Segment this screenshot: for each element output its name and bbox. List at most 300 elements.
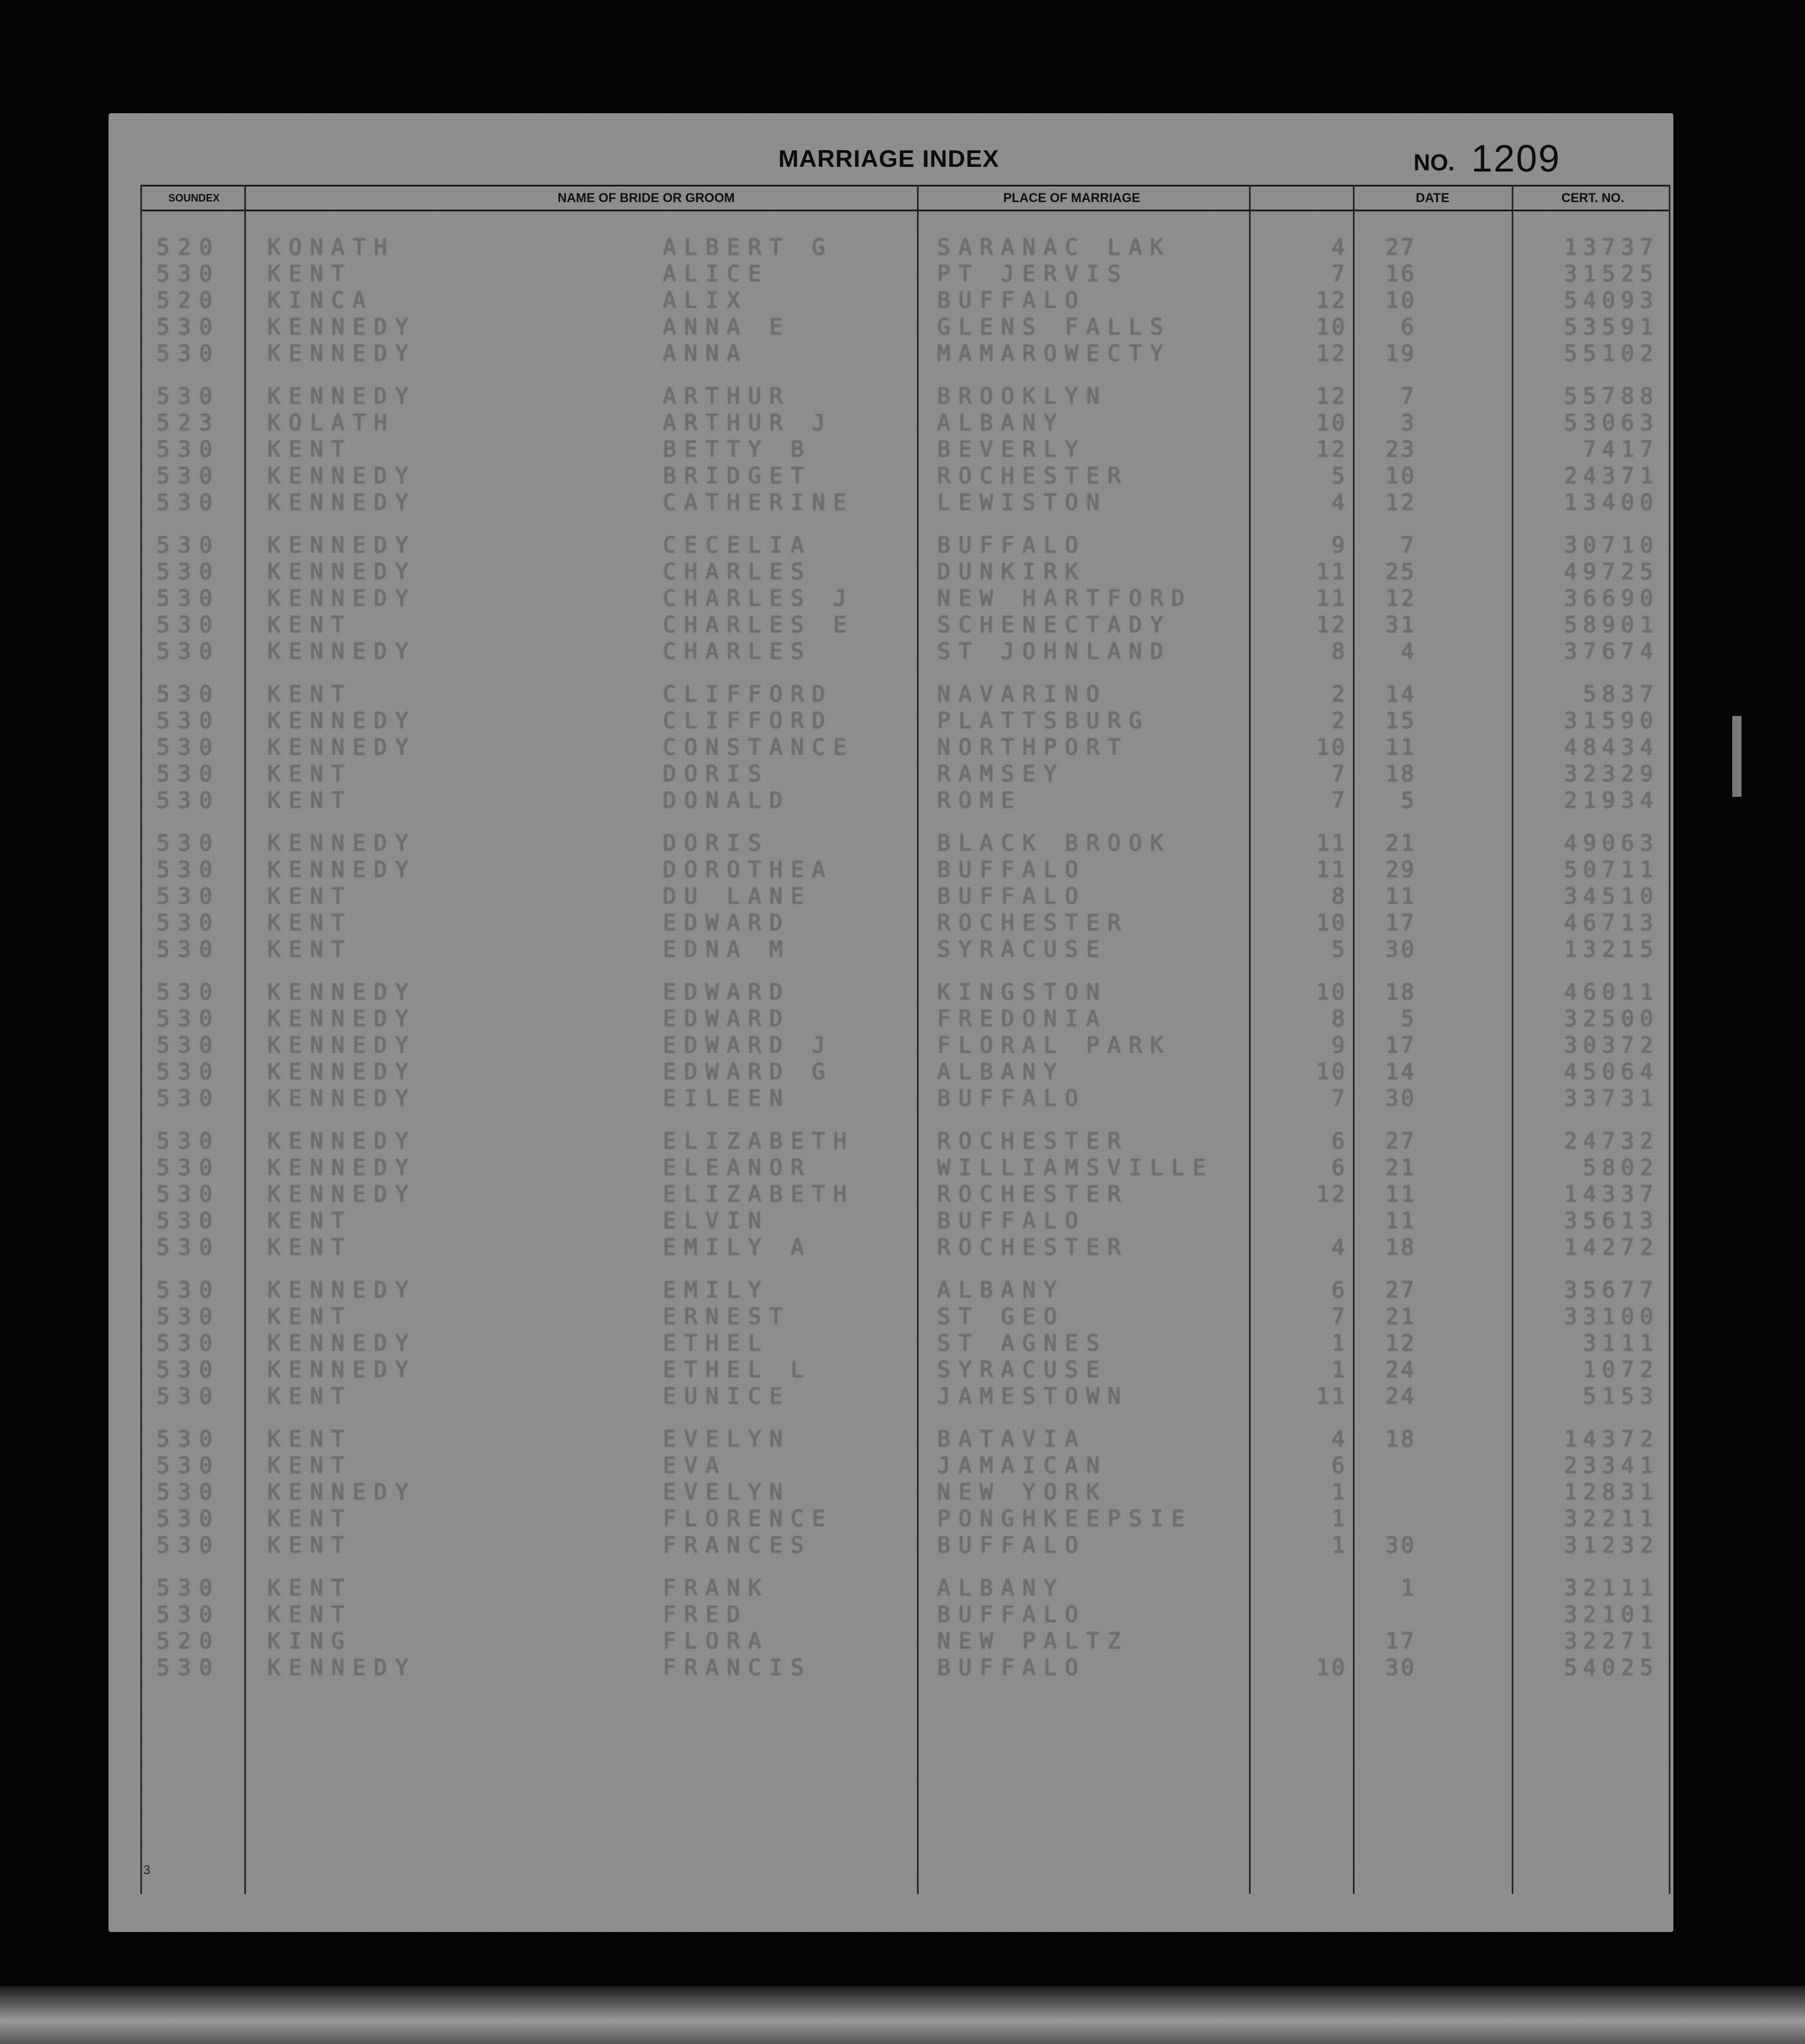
surname-cell: KENT (267, 612, 353, 637)
table-row (140, 490, 1670, 516)
surname-cell: KENNEDY (267, 1128, 417, 1154)
cert-number-cell: 54025 (1564, 1655, 1659, 1680)
soundex-cell: 530 (156, 437, 221, 462)
soundex-cell: 530 (156, 1086, 221, 1111)
place-cell: NEW HARTFORD (937, 585, 1193, 611)
given-name-cell: EMILY (663, 1277, 770, 1303)
soundex-cell: 530 (156, 1506, 221, 1531)
cert-number-cell: 48434 (1564, 734, 1659, 760)
cert-number-cell: 46011 (1564, 979, 1659, 1005)
given-name-cell: EVELYN (663, 1426, 791, 1452)
given-name-cell: CATHERINE (663, 490, 855, 515)
cert-number-cell: 24732 (1564, 1128, 1659, 1154)
header-date: DATE (1415, 191, 1450, 205)
given-name-cell: ETHEL L (663, 1357, 812, 1382)
cert-number-cell: 21934 (1564, 788, 1659, 813)
month-cell: 12 (1316, 288, 1347, 313)
surname-cell: KENNEDY (267, 1155, 417, 1180)
cert-number-cell: 55788 (1564, 383, 1659, 409)
surname-cell: KENNEDY (267, 708, 417, 733)
cert-number-cell: 30372 (1564, 1032, 1659, 1058)
soundex-cell: 530 (156, 1059, 221, 1084)
cert-number-cell: 33100 (1564, 1304, 1659, 1329)
place-cell: BLACK BROOK (937, 830, 1172, 856)
table-row (140, 1453, 1670, 1479)
cert-number-cell: 50711 (1564, 857, 1659, 882)
month-cell: 7 (1332, 261, 1347, 286)
surname-cell: KENT (267, 761, 353, 786)
day-cell: 25 (1385, 559, 1416, 584)
soundex-cell: 530 (156, 1208, 221, 1233)
cert-number-cell: 23341 (1564, 1453, 1659, 1478)
place-cell: ROCHESTER (937, 1128, 1129, 1154)
month-cell: 12 (1316, 437, 1347, 462)
table-row (140, 1628, 1670, 1655)
table-row (140, 1479, 1670, 1506)
given-name-cell: FRANCES (663, 1532, 812, 1558)
cert-number-cell: 36690 (1564, 585, 1659, 611)
place-cell: SARANAC LAK (937, 234, 1172, 260)
soundex-cell: 530 (156, 585, 221, 611)
cert-number-cell: 35677 (1564, 1277, 1659, 1303)
cert-number-cell: 7417 (1583, 437, 1659, 462)
place-cell: SCHENECTADY (937, 612, 1172, 637)
table-row (140, 1575, 1670, 1602)
table-row (140, 979, 1670, 1006)
month-cell: 11 (1316, 857, 1347, 882)
soundex-cell: 530 (156, 1234, 221, 1260)
surname-cell: KENT (267, 937, 353, 962)
soundex-cell: 530 (156, 1304, 221, 1329)
table-row (140, 681, 1670, 708)
cert-number-cell: 54093 (1564, 288, 1659, 313)
day-cell: 10 (1385, 288, 1416, 313)
surname-cell: KENT (267, 1383, 353, 1409)
month-cell: 9 (1332, 532, 1347, 558)
given-name-cell: FRANCIS (663, 1655, 812, 1680)
day-cell: 16 (1385, 261, 1416, 286)
table-row (140, 830, 1670, 857)
day-cell: 30 (1385, 937, 1416, 962)
surname-cell: KENNEDY (267, 1357, 417, 1382)
table-row (140, 1357, 1670, 1383)
number-value: 1209 (1471, 137, 1561, 180)
surname-cell: KENT (267, 1532, 353, 1558)
surname-cell: KOLATH (267, 410, 396, 435)
table-row (140, 1086, 1670, 1112)
given-name-cell: ELEANOR (663, 1155, 812, 1180)
place-cell: PLATTSBURG (937, 708, 1150, 733)
day-cell: 6 (1401, 314, 1416, 340)
month-cell: 12 (1316, 1181, 1347, 1207)
month-cell: 8 (1332, 1006, 1347, 1031)
day-cell: 3 (1401, 410, 1416, 435)
day-cell: 1 (1401, 1575, 1416, 1601)
table-row (140, 1602, 1670, 1628)
day-cell: 30 (1385, 1532, 1416, 1558)
surname-cell: KENNEDY (267, 1006, 417, 1031)
cert-number-cell: 31590 (1564, 708, 1659, 733)
table-row (140, 463, 1670, 490)
cert-number-cell: 14337 (1564, 1181, 1659, 1207)
day-cell: 11 (1385, 883, 1416, 909)
day-cell: 27 (1385, 1128, 1416, 1154)
given-name-cell: ETHEL (663, 1330, 770, 1356)
month-cell: 12 (1316, 341, 1347, 366)
soundex-cell: 530 (156, 1532, 221, 1558)
month-cell: 2 (1332, 681, 1347, 707)
table-header (140, 185, 1670, 211)
place-cell: ST AGNES (937, 1330, 1108, 1356)
month-cell: 11 (1316, 830, 1347, 856)
month-cell: 10 (1316, 734, 1347, 760)
place-cell: BUFFALO (937, 288, 1087, 313)
table-row (140, 532, 1670, 559)
soundex-cell: 530 (156, 788, 221, 813)
cert-number-cell: 49725 (1564, 559, 1659, 584)
given-name-cell: EILEEN (663, 1086, 791, 1111)
table-row (140, 585, 1670, 612)
month-cell: 5 (1332, 463, 1347, 488)
soundex-cell: 530 (156, 1383, 221, 1409)
cert-number-cell: 32500 (1564, 1006, 1659, 1031)
place-cell: ALBANY (937, 1575, 1065, 1601)
month-cell: 11 (1316, 1383, 1347, 1409)
header-soundex: SOUNDEX (168, 192, 220, 204)
place-cell: KINGSTON (937, 979, 1108, 1005)
cert-number-cell: 32101 (1564, 1602, 1659, 1627)
month-cell: 1 (1332, 1330, 1347, 1356)
header (109, 113, 1673, 182)
table-row (140, 1208, 1670, 1234)
place-cell: ROCHESTER (937, 463, 1129, 488)
table-row (140, 410, 1670, 437)
place-cell: BEVERLY (937, 437, 1087, 462)
place-cell: ROCHESTER (937, 1181, 1129, 1207)
month-cell: 10 (1316, 979, 1347, 1005)
cert-number-cell: 45064 (1564, 1059, 1659, 1084)
month-cell: 1 (1332, 1506, 1347, 1531)
month-cell: 7 (1332, 1304, 1347, 1329)
place-cell: ROCHESTER (937, 1234, 1129, 1260)
table-row (140, 288, 1670, 314)
day-cell: 14 (1385, 1059, 1416, 1084)
soundex-cell: 530 (156, 910, 221, 935)
surname-cell: KENNEDY (267, 1181, 417, 1207)
given-name-cell: ELVIN (663, 1208, 770, 1233)
day-cell: 14 (1385, 681, 1416, 707)
soundex-cell: 523 (156, 410, 221, 435)
cert-number-cell: 13400 (1564, 490, 1659, 515)
day-cell: 5 (1401, 788, 1416, 813)
place-cell: NEW YORK (937, 1479, 1108, 1505)
cert-number-cell: 32271 (1564, 1628, 1659, 1654)
table-row (140, 612, 1670, 639)
soundex-cell: 530 (156, 1181, 221, 1207)
place-cell: ST GEO (937, 1304, 1065, 1329)
table-row (140, 1277, 1670, 1304)
soundex-cell: 530 (156, 1575, 221, 1601)
soundex-cell: 530 (156, 1277, 221, 1303)
given-name-cell: ELIZABETH (663, 1181, 855, 1207)
place-cell: BUFFALO (937, 532, 1087, 558)
surname-cell: KENNEDY (267, 463, 417, 488)
soundex-cell: 530 (156, 979, 221, 1005)
given-name-cell: EUNICE (663, 1383, 791, 1409)
table-row (140, 261, 1670, 288)
soundex-cell: 530 (156, 1453, 221, 1478)
soundex-cell: 530 (156, 490, 221, 515)
cert-number-cell: 24371 (1564, 463, 1659, 488)
soundex-cell: 530 (156, 1357, 221, 1382)
day-cell: 17 (1385, 910, 1416, 935)
surname-cell: KENNEDY (267, 490, 417, 515)
table-row (140, 1304, 1670, 1330)
given-name-cell: BETTY B (663, 437, 812, 462)
place-cell: BUFFALO (937, 1602, 1087, 1627)
given-name-cell: FRED (663, 1602, 748, 1627)
cert-number-cell: 14372 (1564, 1426, 1659, 1452)
month-cell: 8 (1332, 883, 1347, 909)
day-cell: 15 (1385, 708, 1416, 733)
surname-cell: KENNEDY (267, 979, 417, 1005)
surname-cell: KENNEDY (267, 1655, 417, 1680)
day-cell: 18 (1385, 761, 1416, 786)
table-row (140, 708, 1670, 734)
soundex-cell: 530 (156, 1479, 221, 1505)
place-cell: BATAVIA (937, 1426, 1087, 1452)
surname-cell: KENNEDY (267, 639, 417, 664)
place-cell: BUFFALO (937, 1208, 1087, 1233)
day-cell: 21 (1385, 830, 1416, 856)
month-cell: 7 (1332, 1086, 1347, 1111)
cert-number-cell: 14272 (1564, 1234, 1659, 1260)
day-cell: 29 (1385, 857, 1416, 882)
given-name-cell: DORIS (663, 830, 770, 856)
cert-number-cell: 13737 (1564, 234, 1659, 260)
cert-number-cell: 34510 (1564, 883, 1659, 909)
given-name-cell: EDWARD (663, 1006, 791, 1031)
month-cell: 6 (1332, 1128, 1347, 1154)
soundex-cell: 530 (156, 1128, 221, 1154)
table-row (140, 1234, 1670, 1261)
cert-number-cell: 32329 (1564, 761, 1659, 786)
day-cell: 7 (1401, 532, 1416, 558)
place-cell: SYRACUSE (937, 1357, 1108, 1382)
soundex-cell: 520 (156, 1628, 221, 1654)
given-name-cell: EDWARD (663, 910, 791, 935)
month-cell: 4 (1332, 234, 1347, 260)
given-name-cell: EVELYN (663, 1479, 791, 1505)
given-name-cell: ANNA E (663, 314, 791, 340)
given-name-cell: ELIZABETH (663, 1128, 855, 1154)
cert-number-cell: 1072 (1583, 1357, 1659, 1382)
cert-number-cell: 53063 (1564, 410, 1659, 435)
table-row (140, 1330, 1670, 1357)
place-cell: PONGHKEEPSIE (937, 1506, 1193, 1531)
soundex-cell: 530 (156, 639, 221, 664)
soundex-cell: 530 (156, 1032, 221, 1058)
cert-number-cell: 37674 (1564, 639, 1659, 664)
place-cell: FREDONIA (937, 1006, 1108, 1031)
month-cell: 10 (1316, 1655, 1347, 1680)
given-name-cell: ERNEST (663, 1304, 791, 1329)
table-row (140, 1032, 1670, 1059)
soundex-cell: 530 (156, 857, 221, 882)
day-cell: 5 (1401, 1006, 1416, 1031)
table-row (140, 910, 1670, 937)
place-cell: BUFFALO (937, 1532, 1087, 1558)
surname-cell: KENT (267, 1453, 353, 1478)
surname-cell: KENNEDY (267, 1032, 417, 1058)
given-name-cell: ARTHUR (663, 383, 791, 409)
soundex-cell: 530 (156, 734, 221, 760)
header-place: PLACE OF MARRIAGE (1003, 191, 1140, 205)
month-cell: 10 (1316, 314, 1347, 340)
day-cell: 24 (1385, 1357, 1416, 1382)
day-cell: 18 (1385, 979, 1416, 1005)
given-name-cell: CHARLES J (663, 585, 855, 611)
table-row (140, 788, 1670, 814)
surname-cell: KENNEDY (267, 532, 417, 558)
given-name-cell: EDWARD G (663, 1059, 834, 1084)
month-cell: 12 (1316, 612, 1347, 637)
document-sheet (109, 113, 1673, 1932)
place-cell: JAMESTOWN (937, 1383, 1129, 1409)
header-cert: CERT. NO. (1561, 191, 1624, 205)
place-cell: LEWISTON (937, 490, 1108, 515)
day-cell: 27 (1385, 234, 1416, 260)
table-row (140, 883, 1670, 910)
surname-cell: KENNEDY (267, 734, 417, 760)
table-row (140, 1532, 1670, 1559)
cert-number-cell: 32111 (1564, 1575, 1659, 1601)
given-name-cell: CECELIA (663, 532, 812, 558)
day-cell: 30 (1385, 1655, 1416, 1680)
film-bottom-strip (0, 1986, 1805, 2044)
given-name-cell: FLORENCE (663, 1506, 834, 1531)
surname-cell: KENT (267, 681, 353, 707)
given-name-cell: ALIX (663, 288, 748, 313)
month-cell: 12 (1316, 383, 1347, 409)
surname-cell: KENT (267, 261, 353, 286)
table-row (140, 383, 1670, 410)
given-name-cell: ANNA (663, 341, 748, 366)
month-cell: 11 (1316, 585, 1347, 611)
surname-cell: KENT (267, 437, 353, 462)
cert-number-cell: 5837 (1583, 681, 1659, 707)
day-cell: 10 (1385, 463, 1416, 488)
cert-number-cell: 46713 (1564, 910, 1659, 935)
page-title: MARRIAGE INDEX (778, 145, 1000, 172)
given-name-cell: FLORA (663, 1628, 770, 1654)
day-cell: 11 (1385, 734, 1416, 760)
given-name-cell: DU LANE (663, 883, 812, 909)
given-name-cell: CONSTANCE (663, 734, 855, 760)
month-cell: 6 (1332, 1155, 1347, 1180)
surname-cell: KENT (267, 1304, 353, 1329)
soundex-cell: 530 (156, 1155, 221, 1180)
table-row (140, 437, 1670, 463)
cert-number-cell: 31232 (1564, 1532, 1659, 1558)
soundex-cell: 530 (156, 314, 221, 340)
place-cell: MAMAROWECTY (937, 341, 1172, 366)
place-cell: BUFFALO (937, 857, 1087, 882)
table-row (140, 639, 1670, 665)
table-row (140, 937, 1670, 963)
table-row (140, 341, 1670, 367)
cert-number-cell: 30710 (1564, 532, 1659, 558)
soundex-cell: 530 (156, 681, 221, 707)
place-cell: ROCHESTER (937, 910, 1129, 935)
surname-cell: KENNEDY (267, 383, 417, 409)
cert-number-cell: 58901 (1564, 612, 1659, 637)
day-cell: 12 (1385, 1330, 1416, 1356)
place-cell: JAMAICAN (937, 1453, 1108, 1478)
soundex-cell: 530 (156, 261, 221, 286)
page-marker: 3 (143, 1863, 151, 1877)
cert-number-cell: 12831 (1564, 1479, 1659, 1505)
given-name-cell: EDWARD J (663, 1032, 834, 1058)
place-cell: NEW PALTZ (937, 1628, 1129, 1654)
place-cell: ALBANY (937, 410, 1065, 435)
given-name-cell: DORIS (663, 761, 770, 786)
table-row (140, 1383, 1670, 1410)
place-cell: NORTHPORT (937, 734, 1129, 760)
day-cell: 12 (1385, 490, 1416, 515)
given-name-cell: EDNA M (663, 937, 791, 962)
surname-cell: KENT (267, 1234, 353, 1260)
day-cell: 21 (1385, 1304, 1416, 1329)
surname-cell: KENT (267, 1602, 353, 1627)
table-body (140, 211, 1670, 1894)
month-cell: 2 (1332, 708, 1347, 733)
month-cell: 10 (1316, 410, 1347, 435)
given-name-cell: DOROTHEA (663, 857, 834, 882)
soundex-cell: 530 (156, 1426, 221, 1452)
given-name-cell: CLIFFORD (663, 681, 834, 707)
place-cell: BUFFALO (937, 1086, 1087, 1111)
surname-cell: KINCA (267, 288, 374, 313)
soundex-cell: 530 (156, 1006, 221, 1031)
day-cell: 12 (1385, 585, 1416, 611)
surname-cell: KONATH (267, 234, 396, 260)
given-name-cell: EVA (663, 1453, 727, 1478)
month-cell: 1 (1332, 1357, 1347, 1382)
month-cell: 1 (1332, 1532, 1347, 1558)
soundex-cell: 530 (156, 1330, 221, 1356)
table-row (140, 1655, 1670, 1681)
month-cell: 10 (1316, 1059, 1347, 1084)
month-cell: 6 (1332, 1277, 1347, 1303)
cert-number-cell: 35613 (1564, 1208, 1659, 1233)
month-cell: 5 (1332, 937, 1347, 962)
table-row (140, 857, 1670, 883)
place-cell: ALBANY (937, 1059, 1065, 1084)
day-cell: 27 (1385, 1277, 1416, 1303)
cert-number-cell: 32211 (1564, 1506, 1659, 1531)
soundex-cell: 530 (156, 383, 221, 409)
month-cell: 7 (1332, 761, 1347, 786)
month-cell: 7 (1332, 788, 1347, 813)
place-cell: PT JERVIS (937, 261, 1129, 286)
cert-number-cell: 31525 (1564, 261, 1659, 286)
cert-number-cell: 49063 (1564, 830, 1659, 856)
soundex-cell: 530 (156, 883, 221, 909)
surname-cell: KENNEDY (267, 1479, 417, 1505)
surname-cell: KENT (267, 910, 353, 935)
table-row (140, 314, 1670, 341)
